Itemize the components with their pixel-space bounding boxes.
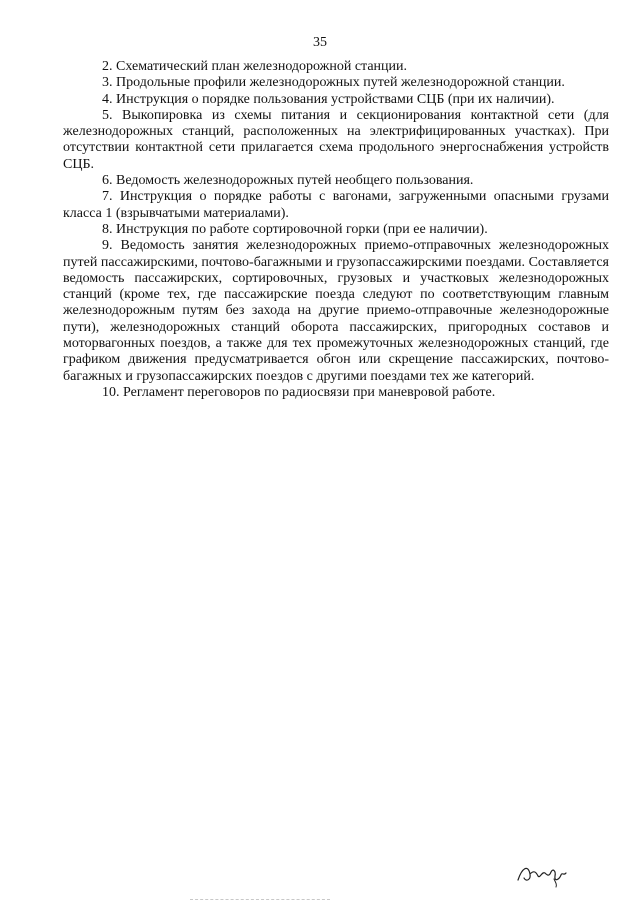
list-item: 7. Инструкция о порядке работы с вагонами, загруженными опасными грузами класса 1 (взрывчатыми материалами). [63,189,609,221]
list-item: 5. Выкопировка из схемы питания и секционирования контактной сети (для железнодорожных станций, расположенных на электрифицированных участках). При отсутствии контактной сети прилагается схема продольного энергоснабжения устройств СЦБ. [63,107,609,172]
list-item: 2. Схематический план железнодорожной станции. [102,59,408,74]
document-body [63,59,609,401]
list-item: 3. Продольные профили железнодорожных путей железнодорожной станции. [102,75,565,91]
page-number: 35 [313,35,327,50]
list-item: 8. Инструкция по работе сортировочной горки (при ее наличии). [102,221,488,237]
handwritten-initials [516,858,568,888]
list-item: 6. Ведомость железнодорожных путей необщего пользования. [102,173,474,189]
list-item: 10. Регламент переговоров по радиосвязи при маневровой работе. [102,384,496,400]
list-item: 9. Ведомость занятия железнодорожных приемо-отправочных железнодорожных путей пассажирскими, почтово-багажными и грузопассажирскими поездами. Составляется ведомость пассажирских, сортировочных, грузовых и участковых железнодорожных станций (кроме тех, где пассажирские поезда следуют по соответствующим главным железнодорожным путям без захода на другие приемо-отправочные железнодорожные пути), железнодорожных станций оборота пассажирских, пригородных составов и моторвагонных поездов, а также для тех промежуточных железнодорожных станций, где графиком движения предусматривается обгон или скрещение пассажирских, почтово-багажных и грузопассажирских поездов с другими поездами тех же категорий. [63,238,609,384]
bottom-scan-line [190,899,330,900]
list-item: 4. Инструкция о порядке пользования устройствами СЦБ (при их наличии). [102,91,555,107]
